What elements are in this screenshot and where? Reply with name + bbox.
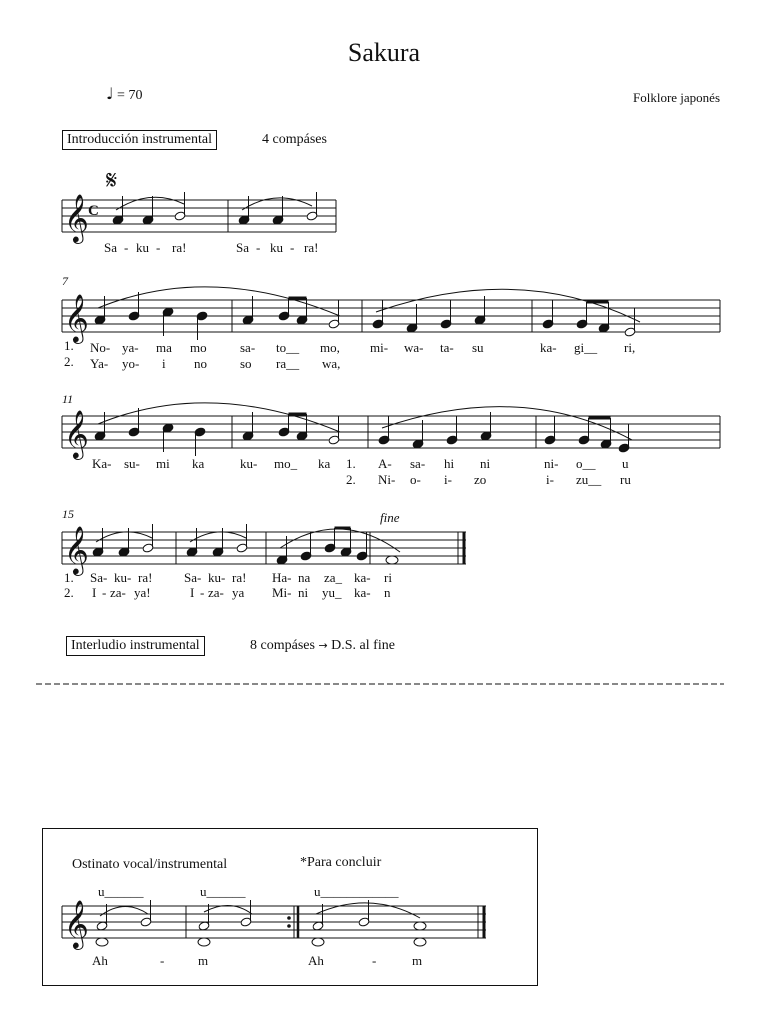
ostinato-syllable: m — [412, 953, 423, 968]
lyric-syllable: wa- — [404, 340, 424, 355]
lyric-syllable: su — [472, 340, 484, 355]
lyric-syllable: i- — [546, 472, 554, 487]
intro-label: Introducción instrumental — [62, 130, 217, 150]
lyric-syllable: I — [92, 585, 97, 600]
lyric-syllable: to__ — [276, 340, 300, 355]
lyric-syllable: i- — [444, 472, 452, 487]
dal-segno-instruction: D.S. al fine — [331, 638, 395, 653]
lyric-syllable: ni — [298, 585, 309, 600]
staff-system-2 — [62, 300, 720, 332]
lyric-syllable: I — [190, 585, 195, 600]
verse-label: 2. — [64, 585, 74, 600]
lyric-syllable: ra! — [138, 570, 153, 585]
lyric-syllable: ri, — [624, 340, 636, 355]
lyric-syllable: ra__ — [276, 356, 300, 371]
lyric-syllable: Sa — [104, 240, 117, 255]
lyric-syllable: zu__ — [576, 472, 602, 487]
lyric-syllable: ku- — [114, 570, 132, 585]
lyric-syllable: - — [156, 240, 161, 255]
segno-icon: 𝄋 — [106, 166, 118, 196]
ostinato-syllable: Ah — [308, 953, 324, 968]
lyric-syllable: ru — [620, 472, 631, 487]
lyric-syllable: ta- — [440, 340, 454, 355]
lyric-syllable: ma — [156, 340, 172, 355]
lyric-syllable: gi__ — [574, 340, 598, 355]
treble-clef-icon: 𝄞 — [64, 293, 89, 342]
lyric-syllable: mo_ — [274, 456, 298, 471]
treble-clef-icon: 𝄞 — [64, 899, 89, 948]
lyric-syllable: Ka- — [92, 456, 112, 471]
measure-number: 11 — [62, 392, 74, 406]
interlude-label: Interludio instrumental — [66, 636, 205, 656]
lyric-syllable: mi- — [370, 340, 389, 355]
lyric-syllable: - — [200, 585, 205, 600]
verse-label: 1. — [346, 456, 356, 471]
ostinato-title: Ostinato vocal/instrumental — [72, 857, 228, 872]
staff-system-3 — [62, 416, 720, 448]
fine-marking: fine — [380, 510, 400, 525]
lyric-syllable: ka — [192, 456, 205, 471]
ostinato-syllable: Ah — [92, 953, 108, 968]
verse-label: 1. — [64, 338, 74, 353]
lyric-syllable: u — [622, 456, 629, 471]
lyric-syllable: - — [256, 240, 261, 255]
lyric-syllable: ya — [232, 585, 245, 600]
lyric-syllable: ra! — [304, 240, 319, 255]
lyric-syllable: za- — [110, 585, 126, 600]
lyric-syllable: ku- — [208, 570, 226, 585]
measure-number: 7 — [62, 274, 68, 288]
ostinato-syllable: - — [160, 953, 165, 968]
lyric-syllable: Ya- — [90, 356, 109, 371]
lyric-syllable: no — [194, 356, 207, 371]
vowel-line: u______ — [98, 884, 144, 899]
composer-credit: Folklore japonés — [632, 90, 720, 105]
ostinato-syllable: m — [198, 953, 209, 968]
lyric-syllable: so — [240, 356, 252, 371]
lyric-syllable: o- — [410, 472, 421, 487]
treble-clef-icon: 𝄞 — [64, 525, 89, 574]
staff-system-1 — [62, 200, 336, 232]
lyric-syllable: No- — [90, 340, 111, 355]
lyric-syllable: ka — [318, 456, 331, 471]
lyric-syllable: zo — [474, 472, 487, 487]
lyric-syllable: ka- — [354, 570, 371, 585]
lyric-syllable: ni- — [544, 456, 559, 471]
lyric-syllable: za_ — [324, 570, 343, 585]
verse-label: 2. — [64, 354, 74, 369]
lyric-syllable: - — [124, 240, 129, 255]
lyric-syllable: i — [162, 356, 166, 371]
vowel-line: u____________ — [314, 884, 399, 899]
lyric-syllable: za- — [208, 585, 224, 600]
lyric-syllable: hi — [444, 456, 455, 471]
lyric-syllable: - — [102, 585, 107, 600]
quarter-note-icon: ♩ — [106, 84, 114, 103]
lyric-syllable: Sa- — [184, 570, 202, 585]
lyric-syllable: Ha- — [272, 570, 292, 585]
lyric-syllable: ra! — [172, 240, 187, 255]
lyric-syllable: mi — [156, 456, 170, 471]
lyric-syllable: n — [384, 585, 391, 600]
intro-measures: 4 compáses — [262, 132, 327, 147]
para-concluir-label: *Para concluir — [300, 855, 382, 870]
verse-label: 2. — [346, 472, 356, 487]
score-title: Sakura — [347, 38, 421, 67]
lyric-syllable: mo — [190, 340, 207, 355]
lyric-syllable: - — [290, 240, 295, 255]
lyric-syllable: ya! — [134, 585, 151, 600]
lyric-syllable: sa- — [410, 456, 426, 471]
lyric-syllable: ni — [480, 456, 491, 471]
lyric-syllable: ku — [270, 240, 283, 255]
interlude-measures: 8 compáses — [250, 638, 315, 653]
lyric-syllable: Sa — [236, 240, 249, 255]
lyric-syllable: ra! — [232, 570, 247, 585]
lyric-syllable: sa- — [240, 340, 256, 355]
vowel-line: u______ — [200, 884, 246, 899]
ostinato-syllable: - — [372, 953, 377, 968]
lyric-syllable: Sa- — [90, 570, 108, 585]
lyric-syllable: na — [298, 570, 311, 585]
lyric-syllable: mo, — [320, 340, 340, 355]
lyric-syllable: o__ — [576, 456, 596, 471]
ostinato-box — [42, 828, 538, 986]
lyric-syllable: A- — [378, 456, 392, 471]
arrow-right-icon: → — [318, 639, 328, 652]
lyric-syllable: ya- — [122, 340, 139, 355]
lyric-syllable: Mi- — [272, 585, 292, 600]
lyric-syllable: Ni- — [378, 472, 396, 487]
time-signature: C — [88, 203, 99, 219]
tempo-value: = 70 — [117, 88, 143, 103]
lyric-syllable: yo- — [122, 356, 140, 371]
measure-number: 15 — [62, 507, 74, 521]
lyric-syllable: ku- — [240, 456, 258, 471]
lyric-syllable: ku — [136, 240, 149, 255]
lyric-syllable: ka- — [354, 585, 371, 600]
lyric-syllable: ri — [384, 570, 392, 585]
treble-clef-icon: 𝄞 — [64, 193, 89, 242]
interlude-instructions — [250, 638, 395, 654]
verse-label: 1. — [64, 570, 74, 585]
treble-clef-icon: 𝄞 — [64, 409, 89, 458]
lyric-syllable: su- — [124, 456, 140, 471]
staff-system-4 — [62, 532, 466, 564]
lyric-syllable: yu_ — [322, 585, 342, 600]
lyric-syllable: wa, — [322, 356, 341, 371]
lyric-syllable: ka- — [540, 340, 557, 355]
notes-system-1 — [112, 192, 318, 225]
